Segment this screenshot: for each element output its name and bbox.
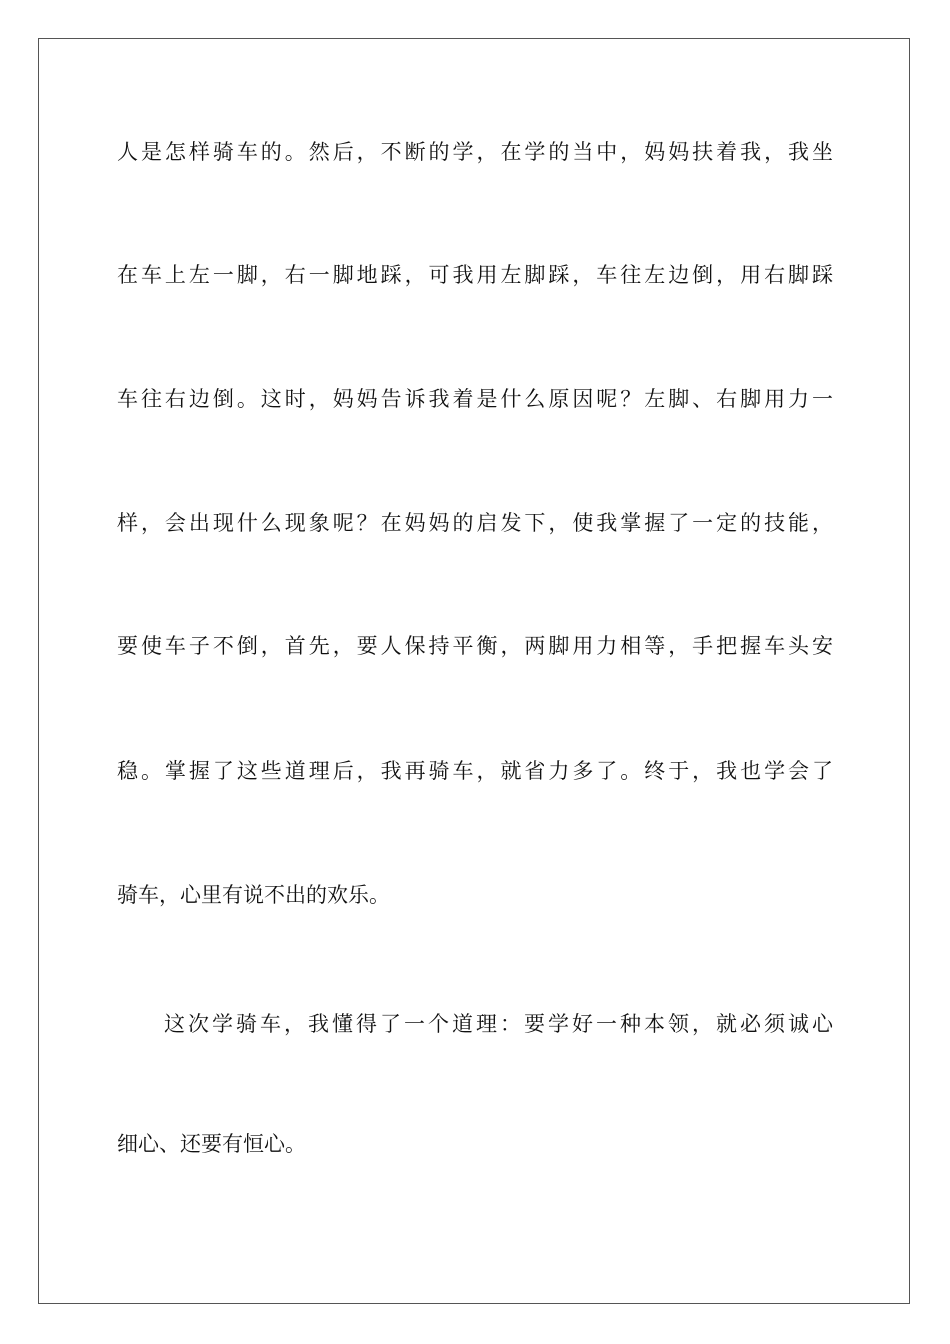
text-line-9: 细心、还要有恒心。 [117, 1132, 306, 1156]
text-line-4: 样，会出现什么现象呢？在妈妈的启发下，使我掌握了一定的技能， [117, 511, 833, 535]
text-line-8: 这次学骑车，我懂得了一个道理：要学好一种本领，就必须诚心 [164, 1012, 833, 1036]
text-line-2: 在车上左一脚，右一脚地踩，可我用左脚踩，车往左边倒，用右脚踩 [117, 263, 833, 287]
text-line-3: 车往右边倒。这时，妈妈告诉我着是什么原因呢？左脚、右脚用力一 [117, 387, 833, 411]
page-frame [38, 38, 910, 1304]
text-line-7: 骑车，心里有说不出的欢乐。 [117, 883, 390, 907]
text-line-5: 要使车子不倒，首先，要人保持平衡，两脚用力相等，手把握车头安 [117, 634, 833, 658]
text-line-6: 稳。掌握了这些道理后，我再骑车，就省力多了。终于，我也学会了 [117, 759, 833, 783]
text-line-1: 人是怎样骑车的。然后，不断的学，在学的当中，妈妈扶着我，我坐 [117, 140, 833, 164]
